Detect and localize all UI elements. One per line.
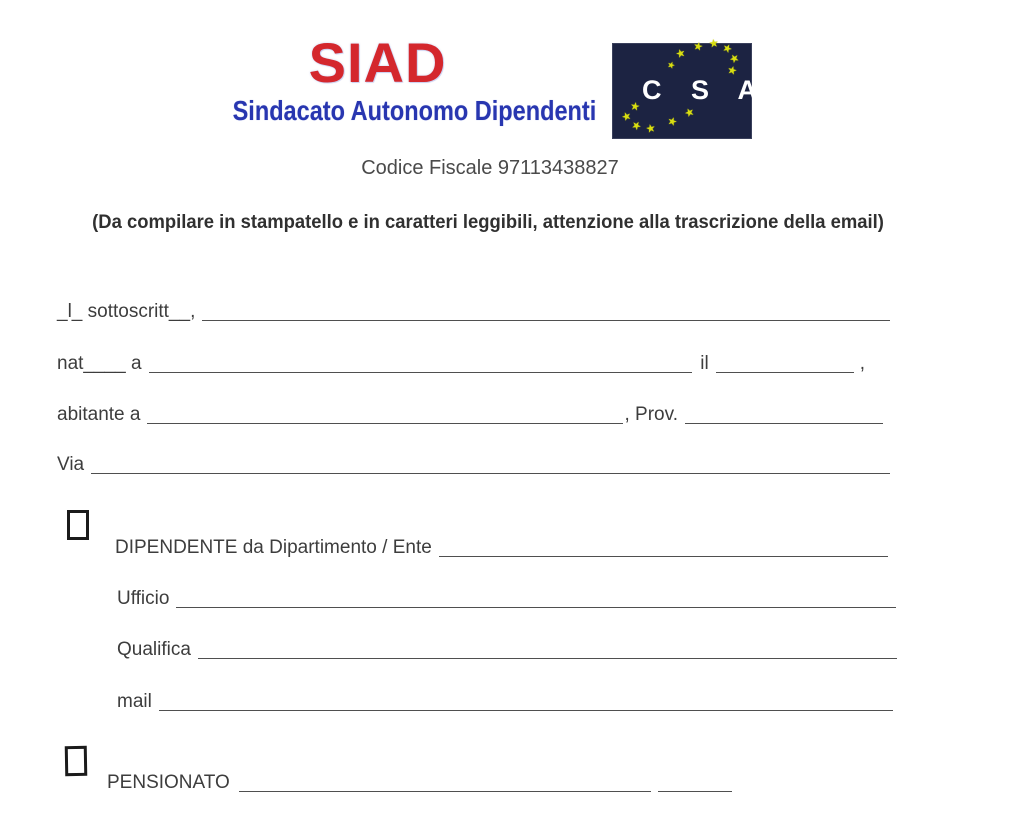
- nato-luogo-line[interactable]: [149, 372, 693, 373]
- nato-comma: ,: [859, 353, 865, 374]
- siad-logo: [205, 31, 597, 126]
- row-ufficio: [117, 586, 896, 612]
- eu-star-icon: ★: [720, 41, 735, 57]
- row-qualifica: [117, 637, 897, 663]
- abitante-prov-line[interactable]: [685, 423, 883, 424]
- row-dipendente: [115, 535, 888, 561]
- qualifica-line[interactable]: [198, 658, 897, 659]
- eu-star-icon: ★: [691, 40, 705, 54]
- abitante-label: abitante a: [57, 404, 141, 425]
- eu-star-icon: ★: [708, 37, 720, 51]
- eu-star-icon: ★: [665, 58, 677, 72]
- codice-fiscale: Codice Fiscale 97113438827: [361, 157, 619, 179]
- pensionato-line-2[interactable]: [658, 791, 732, 792]
- eu-star-icon: ★: [674, 46, 688, 62]
- csa-logo: [612, 37, 769, 139]
- siad-logo-title: SIAD: [308, 31, 447, 94]
- instruction-note: (Da compilare in stampatello e in caratteri leggibili, attenzione alla trascrizione della email): [92, 212, 884, 233]
- row-mail: [117, 689, 893, 715]
- ufficio-line[interactable]: [176, 607, 896, 608]
- siad-logo-subtitle: Sindacato Autonomo Dipendenti: [232, 95, 597, 126]
- eu-star-icon: ★: [644, 122, 657, 136]
- dipendente-checkbox[interactable]: [67, 510, 89, 540]
- abitante-prov-label: , Prov.: [624, 404, 678, 425]
- eu-star-icon: ★: [628, 118, 644, 134]
- eu-star-icon: ★: [665, 114, 679, 130]
- row-nato: [57, 351, 865, 377]
- eu-star-icon: ★: [682, 105, 697, 121]
- dipendente-label: DIPENDENTE da Dipartimento / Ente: [115, 537, 432, 558]
- csa-logo-text: C S A: [642, 75, 769, 105]
- qualifica-label: Qualifica: [117, 639, 191, 660]
- nato-label: nat____ a: [57, 353, 142, 374]
- sottoscritto-label: _l_ sottoscritt__,: [57, 301, 196, 322]
- abitante-citta-line[interactable]: [147, 423, 622, 424]
- via-label: Via: [57, 454, 85, 475]
- eu-star-icon: ★: [619, 109, 634, 125]
- row-abitante: [57, 402, 883, 428]
- eu-star-icon: ★: [725, 63, 739, 79]
- eu-star-icon: ★: [629, 100, 641, 114]
- dipendente-ente-line[interactable]: [439, 556, 888, 557]
- row-sottoscritto: [57, 299, 890, 325]
- mail-line[interactable]: [159, 710, 893, 711]
- pensionato-label: PENSIONATO: [107, 772, 230, 793]
- row-pensionato: [107, 770, 732, 796]
- ufficio-label: Ufficio: [117, 588, 170, 609]
- via-line[interactable]: [91, 473, 890, 474]
- nato-data-line[interactable]: [716, 372, 854, 373]
- eu-star-icon: ★: [727, 51, 742, 67]
- row-via: [57, 452, 890, 478]
- pensionato-checkbox[interactable]: [65, 746, 88, 776]
- pensionato-line[interactable]: [239, 791, 651, 792]
- mail-label: mail: [117, 691, 152, 712]
- sottoscritto-name-line[interactable]: [202, 320, 890, 321]
- nato-il-label: il: [700, 353, 709, 374]
